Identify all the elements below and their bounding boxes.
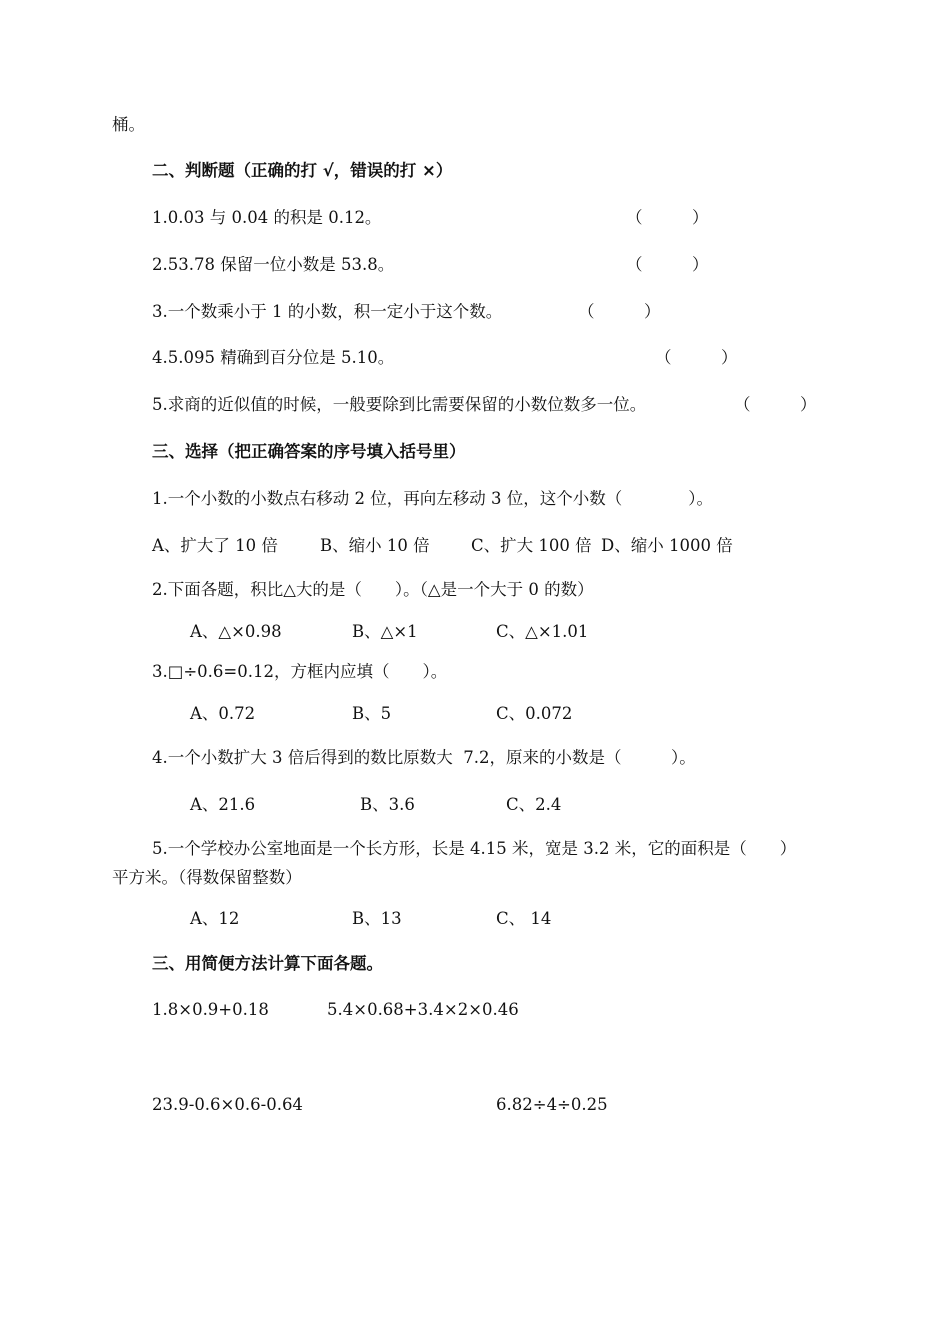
choice-q5-line1: 5.一个学校办公室地面是一个长方形，长是 4.15 米，宽是 3.2 米，它的面积是（ ） [152,839,797,858]
q2-option-b: B、△×1 [352,622,418,641]
choice-q4: 4.一个小数扩大 3 倍后得到的数比原数大 7.2，原来的小数是（ ）。 [152,748,696,767]
q1-option-b: B、缩小 10 倍 [320,536,430,555]
answer-paren[interactable]: （ ） [578,302,661,321]
section3-title: 三、选择（把正确答案的序号填入括号里） [152,442,466,461]
choice-q3: 3.□÷0.6=0.12，方框内应填（ ）。 [152,662,448,681]
q3-option-a: A、0.72 [190,704,256,723]
q4-option-c: C、2.4 [506,795,562,814]
answer-paren[interactable]: （ ） [655,348,738,367]
calc-2: 5.4×0.68+3.4×2×0.46 [327,1000,519,1019]
answer-paren[interactable]: （ ） [626,208,709,227]
q1-option-c: C、扩大 100 倍 [471,536,592,555]
judge-item-5: 5.求商的近似值的时候，一般要除到比需要保留的小数位数多一位。 [152,395,647,414]
section4-title: 三、用简便方法计算下面各题。 [152,954,383,973]
judge-item-2: 2.53.78 保留一位小数是 53.8。 [152,255,395,274]
q5-option-c: C、 14 [496,909,552,928]
q2-option-a: A、△×0.98 [190,622,282,641]
calc-4: 6.82÷4÷0.25 [496,1095,608,1114]
q4-option-b: B、3.6 [360,795,415,814]
q5-option-a: A、12 [190,909,240,928]
answer-paren[interactable]: （ ） [626,255,709,274]
q2-option-c: C、△×1.01 [496,622,589,641]
judge-item-3: 3.一个数乘小于 1 的小数，积一定小于这个数。 [152,302,503,321]
top-fragment: 桶。 [112,115,145,134]
calc-3: 23.9-0.6×0.6-0.64 [152,1095,303,1114]
q5-option-b: B、13 [352,909,402,928]
q1-option-a: A、扩大了 10 倍 [152,536,278,555]
choice-q5-line2: 平方米。（得数保留整数） [112,868,302,887]
judge-item-4: 4.5.095 精确到百分位是 5.10。 [152,348,395,367]
q4-option-a: A、21.6 [190,795,256,814]
q3-option-c: C、0.072 [496,704,573,723]
calc-1: 1.8×0.9+0.18 [152,1000,269,1019]
judge-item-1: 1.0.03 与 0.04 的积是 0.12。 [152,208,382,227]
q1-option-d: D、缩小 1000 倍 [601,536,733,555]
choice-q1: 1.一个小数的小数点右移动 2 位，再向左移动 3 位，这个小数（ ）。 [152,489,713,508]
section2-title: 二、判断题（正确的打 √，错误的打 ×） [152,161,453,180]
answer-paren[interactable]: （ ） [734,395,817,414]
choice-q2: 2.下面各题，积比△大的是（ ）。（△是一个大于 0 的数） [152,580,594,599]
q3-option-b: B、5 [352,704,392,723]
